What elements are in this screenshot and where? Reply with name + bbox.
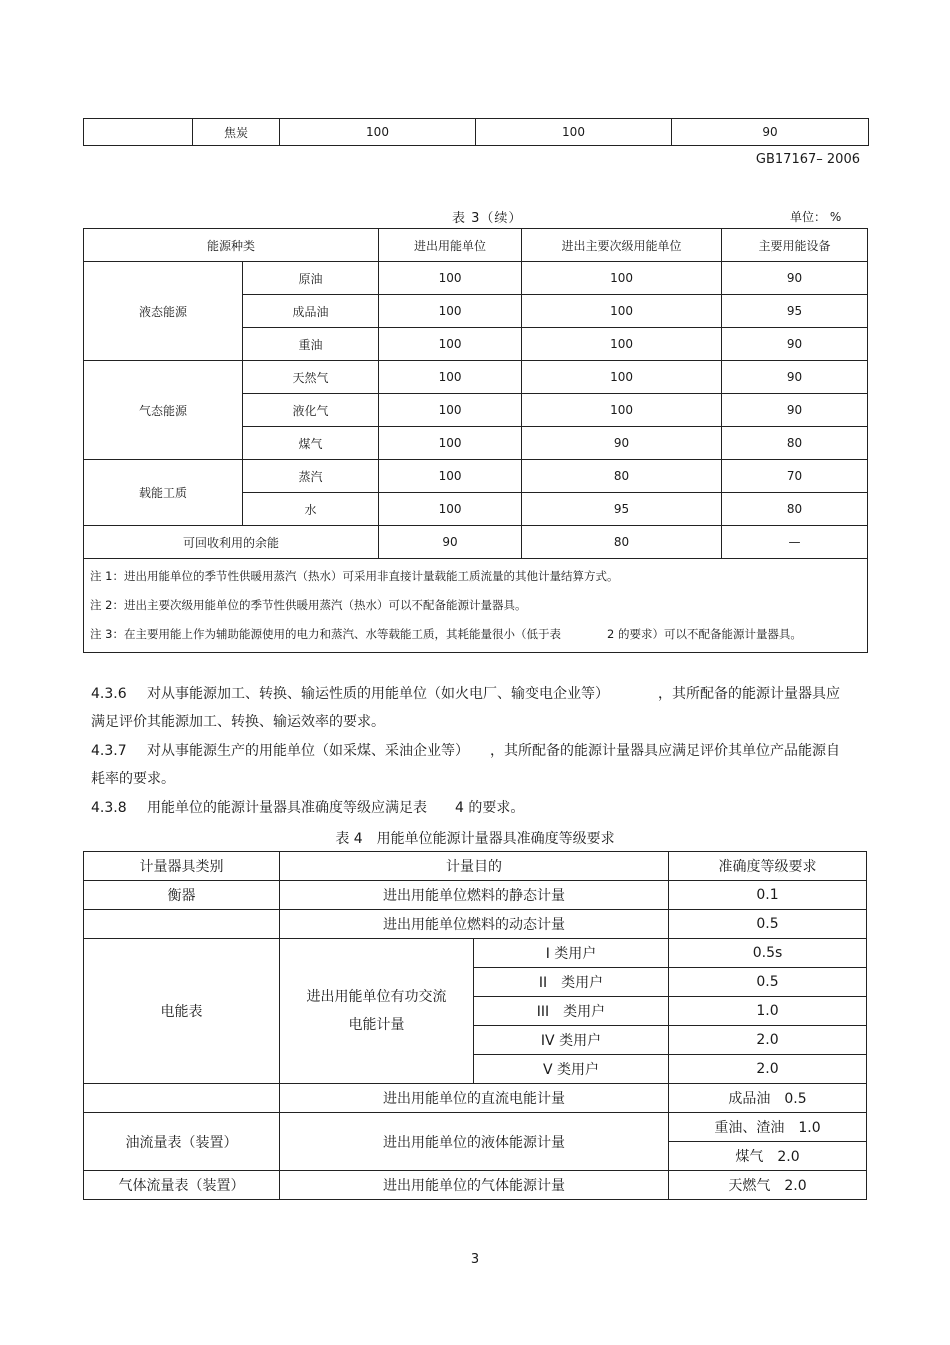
clause-text: 对从事能源生产的用能单位（如采煤、采油企业等） ，其所配备的能源计量器具应满足评价其单位产品能源自耗率的要求。 — [91, 743, 840, 787]
value-cell: 90 — [722, 361, 868, 394]
purpose-cell — [280, 939, 474, 1084]
header-cell: 能源种类 — [84, 229, 379, 262]
note-3: 注 3：在主要用能上作为辅助能源使用的电力和蒸汽、水等载能工质，其耗能量很小（低于表 2 的要求）可以不配备能源计量器具。 — [90, 627, 802, 641]
header-cell: 准确度等级要求 — [669, 852, 867, 881]
purpose-cell: 进出用能单位的直流电能计量 — [280, 1084, 669, 1113]
header-cell: 进出用能单位 — [379, 229, 522, 262]
value-cell: 100 — [379, 295, 522, 328]
note-1: 注 1：进出用能单位的季节性供暖用蒸汽（热水）可采用非直接计量载能工质流量的其他计量结算方式。 — [90, 569, 619, 583]
category-cell: 衡器 — [84, 881, 280, 910]
user-class-cell: II 类用户 — [474, 968, 669, 997]
table3-caption: 表 3（续） — [452, 211, 523, 226]
value-cell: 100 — [379, 394, 522, 427]
value-cell: 80 — [522, 526, 722, 559]
accuracy-cell: 成品油 0.5 — [669, 1084, 867, 1113]
standard-number: GB17167– 2006 — [755, 152, 860, 167]
value-cell: 80 — [522, 460, 722, 493]
header-cell: 进出主要次级用能单位 — [522, 229, 722, 262]
energy-name: 液化气 — [243, 394, 379, 427]
energy-name: 原油 — [243, 262, 379, 295]
table-row — [84, 460, 868, 493]
table3-unit: 单位： % — [790, 210, 842, 224]
table-row — [84, 1171, 867, 1200]
value-cell: 100 — [379, 328, 522, 361]
note-2: 注 2：进出主要次级用能单位的季节性供暖用蒸汽（热水）可以不配备能源计量器具。 — [90, 598, 527, 612]
value-cell: 100 — [379, 493, 522, 526]
value-cell: — — [722, 526, 868, 559]
energy-name: 天然气 — [243, 361, 379, 394]
accuracy-cell: 煤气 2.0 — [669, 1142, 867, 1171]
value-cell: 90 — [379, 526, 522, 559]
table-row — [84, 939, 867, 968]
category-cell: 液态能源 — [84, 262, 243, 361]
value-cell: 100 — [522, 328, 722, 361]
accuracy-cell: 2.0 — [669, 1026, 867, 1055]
value-cell: 80 — [722, 493, 868, 526]
clause-text: 对从事能源加工、转换、输运性质的用能单位（如火电厂、输变电企业等） ，其所配备的能源计量器具应满足评价其能源加工、转换、输运效率的要求。 — [91, 686, 840, 730]
purpose-cell: 进出用能单位燃料的静态计量 — [280, 881, 669, 910]
header-cell: 主要用能设备 — [722, 229, 868, 262]
value-cell: 100 — [379, 427, 522, 460]
clause-number: 4.3.6 — [91, 686, 127, 702]
category-cell: 气态能源 — [84, 361, 243, 460]
value-cell: 90 — [522, 427, 722, 460]
user-class-cell: V 类用户 — [474, 1055, 669, 1084]
table-row — [84, 910, 867, 939]
table-cell: 100 — [476, 119, 672, 146]
table2-continuation — [83, 118, 869, 146]
category-cell — [84, 910, 280, 939]
energy-name: 可回收利用的余能 — [84, 526, 379, 559]
purpose-cell: 进出用能单位的液体能源计量 — [280, 1113, 669, 1171]
category-cell: 载能工质 — [84, 460, 243, 526]
table-cell: 90 — [672, 119, 869, 146]
table-header-row — [84, 229, 868, 262]
table-row — [84, 262, 868, 295]
table4-caption: 表 4 用能单位能源计量器具准确度等级要求 — [335, 831, 615, 847]
table-row — [84, 526, 868, 559]
page-number: 3 — [470, 1252, 480, 1267]
table-row — [84, 361, 868, 394]
table3 — [83, 228, 868, 653]
value-cell: 100 — [522, 262, 722, 295]
category-cell — [84, 1084, 280, 1113]
value-cell: 100 — [379, 460, 522, 493]
accuracy-cell: 重油、渣油 1.0 — [669, 1113, 867, 1142]
value-cell: 95 — [522, 493, 722, 526]
user-class-cell: IV 类用户 — [474, 1026, 669, 1055]
user-class-cell: III 类用户 — [474, 997, 669, 1026]
value-cell: 90 — [722, 262, 868, 295]
table-row — [84, 1113, 867, 1142]
accuracy-cell: 2.0 — [669, 1055, 867, 1084]
purpose-cell: 进出用能单位的气体能源计量 — [280, 1171, 669, 1200]
accuracy-cell: 天燃气 2.0 — [669, 1171, 867, 1200]
energy-name: 煤气 — [243, 427, 379, 460]
table-header-row — [84, 852, 867, 881]
table-row — [84, 881, 867, 910]
value-cell: 90 — [722, 394, 868, 427]
accuracy-cell: 1.0 — [669, 997, 867, 1026]
clause-number: 4.3.7 — [91, 743, 127, 759]
notes-cell — [84, 559, 868, 653]
energy-name: 重油 — [243, 328, 379, 361]
clause-number: 4.3.8 — [91, 800, 127, 816]
value-cell: 90 — [722, 328, 868, 361]
paragraph-4-3-8 — [91, 794, 851, 822]
category-cell: 油流量表（装置） — [84, 1113, 280, 1171]
accuracy-cell: 0.5 — [669, 910, 867, 939]
energy-name: 水 — [243, 493, 379, 526]
energy-name: 蒸汽 — [243, 460, 379, 493]
value-cell: 100 — [379, 262, 522, 295]
paragraph-4-3-6 — [91, 680, 851, 736]
header-cell: 计量器具类别 — [84, 852, 280, 881]
value-cell: 70 — [722, 460, 868, 493]
table-cell: 焦炭 — [193, 119, 280, 146]
accuracy-cell: 0.1 — [669, 881, 867, 910]
accuracy-cell: 0.5s — [669, 939, 867, 968]
table-row — [84, 1084, 867, 1113]
value-cell: 100 — [522, 394, 722, 427]
table-cell: 100 — [280, 119, 476, 146]
energy-name: 成品油 — [243, 295, 379, 328]
value-cell: 100 — [379, 361, 522, 394]
value-cell: 80 — [722, 427, 868, 460]
paragraph-4-3-7 — [91, 737, 851, 793]
table-row — [84, 119, 869, 146]
table-cell — [84, 119, 193, 146]
category-cell: 电能表 — [84, 939, 280, 1084]
header-cell: 计量目的 — [280, 852, 669, 881]
accuracy-cell: 0.5 — [669, 968, 867, 997]
value-cell: 100 — [522, 295, 722, 328]
value-cell: 100 — [522, 361, 722, 394]
user-class-cell: I 类用户 — [474, 939, 669, 968]
value-cell: 95 — [722, 295, 868, 328]
category-cell: 气体流量表（装置） — [84, 1171, 280, 1200]
clause-text: 用能单位的能源计量器具准确度等级应满足表 4 的要求。 — [147, 800, 525, 816]
notes-row — [84, 559, 868, 653]
purpose-text: 进出用能单位有功交流电能计量 — [306, 989, 447, 1033]
table4 — [83, 851, 867, 1200]
purpose-cell: 进出用能单位燃料的动态计量 — [280, 910, 669, 939]
